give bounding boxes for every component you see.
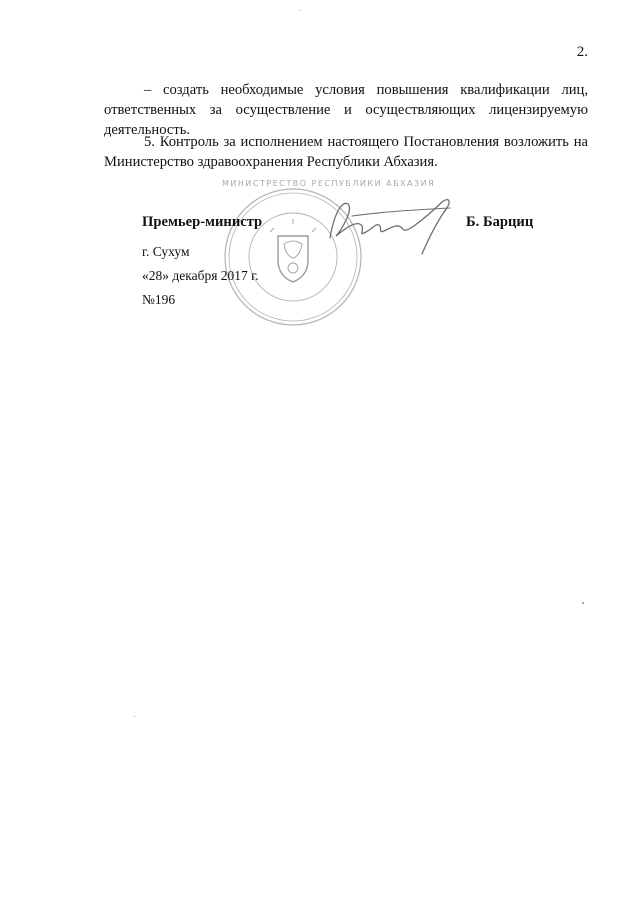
document-number: №196: [142, 292, 176, 307]
body-paragraph-2: [104, 132, 588, 172]
stamp-text: МИНИСТРЕСТВО РЕСПУБЛИКИ АБХАЗИЯ: [222, 179, 436, 188]
scan-speck: [582, 602, 584, 604]
signer-name: Б. Барциц: [466, 214, 534, 230]
handwritten-signature: [318, 192, 468, 260]
document-date: «28» декабря 2017 г.: [142, 268, 259, 283]
signer-title: Премьер-министр: [142, 214, 263, 230]
document-city: г. Сухум: [142, 244, 190, 259]
scan-speck: [300, 10, 301, 11]
page-number: 2.: [576, 44, 588, 60]
paragraph-text: 5. Контроль за исполнением настоящего Постановления возложить на Министерство здравоохранения Республики Абхазия.: [104, 134, 588, 171]
paragraph-text: – создать необходимые условия повышения квалификации лиц, ответственных за осуществление и осуществляющих лицензируемую деятельность.: [104, 82, 588, 139]
scan-speck: [134, 716, 135, 717]
